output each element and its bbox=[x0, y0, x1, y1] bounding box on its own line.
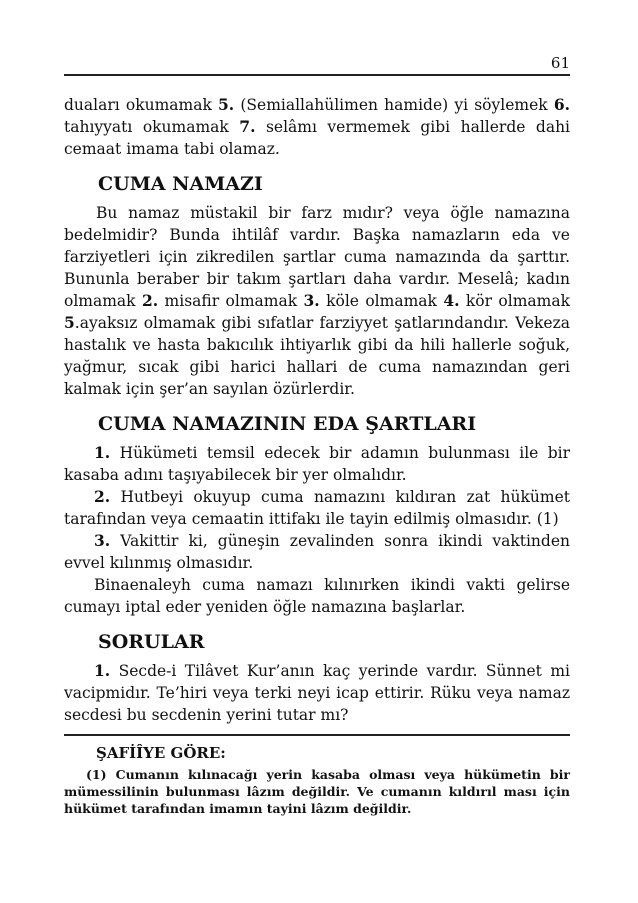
question-number: 1. bbox=[94, 661, 111, 680]
question-text: Secde-i Tilâvet Kur’anın kaç yerinde vardır. Sünnet mi vacipmidır. Te’hiri veya terki neyi icap ettirir. Rüku veya namaz secdesi bu secdenin yerini tutar mı? bbox=[64, 662, 570, 724]
condition-item bbox=[64, 442, 570, 486]
condition-number: 3. bbox=[94, 531, 111, 550]
condition-text: Hükümeti temsil edecek bir adamın bulunması ile bir kasaba adını taşıyabilecek bir yer olmalıdır. bbox=[64, 444, 570, 484]
intro-paragraph bbox=[64, 94, 570, 160]
s1-num-3: 3. bbox=[303, 291, 320, 310]
condition-text: Hutbeyi okuyup cuma namazını kıldıran zat hükümet tarafından veya cemaatin ittifakı ile tayin edilmiş olmasıdır. (1) bbox=[64, 488, 570, 528]
intro-text-a: duaları okumamak bbox=[64, 96, 219, 114]
footnote-text: (1) Cumanın kılınacağı yerin kasaba olması veya hükümetin bir mümessilinin bulunması lâzım değildir. Ve cumanın kıldırıl ması için hükümet tarafından imamın tayini lâzım değildir. bbox=[64, 767, 570, 816]
s1-text-d: kör olmamak bbox=[459, 292, 570, 310]
s1-num-4: 4. bbox=[443, 291, 460, 310]
section-title-cuma-namazi: CUMA NAMAZI bbox=[98, 173, 263, 195]
intro-num-7: 7. bbox=[239, 117, 256, 136]
page-number: 61 bbox=[550, 54, 570, 72]
s1-text-c: köle olmamak bbox=[319, 292, 444, 310]
condition-text: Vakittir ki, güneşin zevalinden sonra ikindi vaktinden evvel kılınmış olmasıdır. bbox=[64, 532, 570, 572]
condition-item bbox=[64, 530, 570, 574]
intro-num-5: 5. bbox=[218, 95, 235, 114]
s1-num-5: 5 bbox=[64, 313, 75, 332]
s1-text-b: misafir olmamak bbox=[158, 292, 304, 310]
intro-text-b: (Semiallahülimen hamide) yi söylemek bbox=[234, 96, 554, 114]
footnote-title: ŞAFİÎYE GÖRE: bbox=[96, 744, 226, 762]
condition-number: 1. bbox=[94, 443, 111, 462]
footnote-rule bbox=[64, 734, 570, 736]
page-content bbox=[64, 94, 570, 817]
section1-paragraph bbox=[64, 202, 570, 400]
condition-number: 2. bbox=[94, 487, 111, 506]
s1-text-e: .ayaksız olmamak gibi sıfatlar farziyyet şatlarındandır. Vekeza hastalık ve hasta bakıcılık ihtiyarlık gibi da hili hallerle soğuk, yağmur, sıcak gibi harici hallari de cuma namazından geri kalmak için şer’an sayılan özürlerdir. bbox=[64, 314, 570, 398]
intro-num-6: 6. bbox=[553, 95, 570, 114]
question-item bbox=[64, 660, 570, 726]
s1-num-2: 2. bbox=[141, 291, 159, 310]
condition-item bbox=[64, 486, 570, 530]
header-rule bbox=[64, 74, 570, 76]
section-title-sorular: SORULAR bbox=[98, 631, 205, 653]
condition-closing: Binaenaleyh cuma namazı kılınırken ikindi vakti gelirse cumayı iptal eder yeniden öğle namazına başlarlar. bbox=[64, 576, 570, 616]
s1-text-a: Bu namaz müstakil bir farz mıdır? veya öğle namazına bedelmidir? Bunda ihtilâf vardır. Başka namazların eda ve farziyetleri için zikredilen şartlar cuma namazında da şarttır. Bununla beraber bir takım şartları daha vardır. Meselâ; kadın olmamak bbox=[64, 204, 570, 310]
section-title-eda-sartlari: CUMA NAMAZININ EDA ŞARTLARI bbox=[98, 413, 477, 435]
intro-text-c: tahıyyatı okumamak bbox=[64, 118, 240, 136]
intro-text-d: selâmı vermemek gibi hallerde dahi cemaat imama tabi olamaz. bbox=[64, 118, 571, 158]
